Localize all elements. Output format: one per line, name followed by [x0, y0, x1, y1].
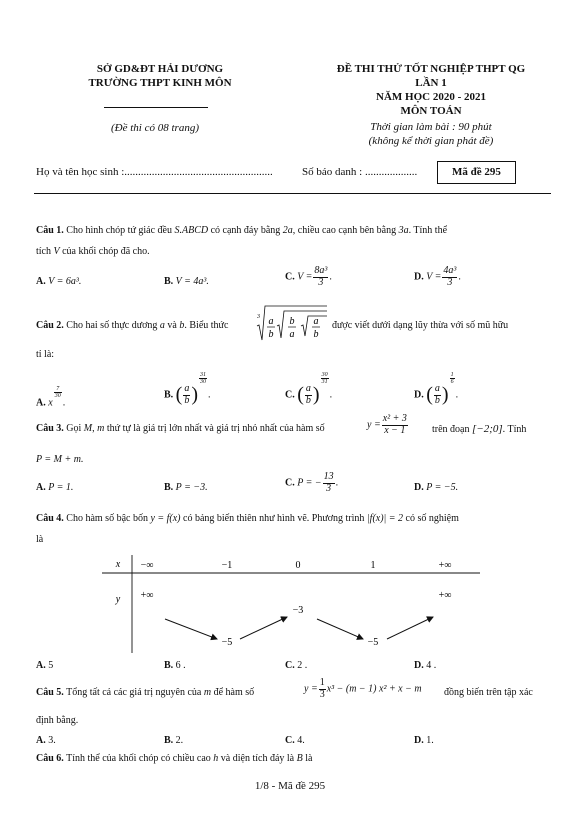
q1-text: Cho hình chóp tứ giác đều	[66, 225, 172, 236]
question-6-line-1	[36, 753, 312, 764]
x-value: +∞	[438, 560, 452, 571]
q1-option-b[interactable]	[164, 276, 209, 287]
subject: MÔN TOÁN	[400, 105, 462, 117]
q5-text: để hàm số	[213, 687, 255, 698]
option-letter: A.	[36, 276, 46, 287]
fraction-denominator: b	[305, 394, 311, 406]
q2-var-b: b	[179, 320, 185, 331]
question-4-line-2: là	[36, 534, 44, 545]
x-value: 1	[370, 560, 376, 571]
option-value: P = −3.	[175, 482, 208, 493]
option-value: 1.	[426, 735, 434, 746]
fraction-denominator: b	[184, 394, 190, 406]
option-value: 2.	[175, 735, 184, 746]
option-letter: D.	[414, 271, 424, 283]
q1-text: của khối chóp đã cho.	[62, 246, 150, 257]
option-value: x	[48, 397, 53, 409]
header-divider	[104, 107, 208, 108]
table-x-label: x	[115, 559, 121, 570]
q6-var-B: B	[296, 753, 303, 764]
q1-option-a[interactable]	[36, 276, 81, 287]
question-1-line-1	[36, 225, 447, 236]
fraction-numerator: 8a³	[314, 265, 328, 276]
option-letter: C.	[285, 271, 295, 283]
option-letter: B.	[164, 276, 174, 287]
q2-option-d[interactable]: D. ( $\frac{a}{b}$ ) $\frac{1}{6}$ .	[414, 372, 459, 406]
variation-table	[95, 555, 485, 655]
option-value: 2 .	[297, 660, 308, 671]
q6-text: và diện tích đáy là	[220, 753, 295, 764]
q1-base: 2a	[282, 225, 293, 236]
option-value: P = 1.	[48, 482, 74, 493]
q1-text: , chiều cao cạnh bên bằng	[292, 225, 397, 236]
root-index-3: 3	[257, 314, 260, 320]
q5-func-fraction	[319, 678, 326, 700]
fraction-numerator: 13	[323, 471, 334, 482]
q4-option-c[interactable]	[285, 660, 307, 671]
x-value: 0	[295, 560, 301, 571]
pages-note: (Đề thi có 08 trang)	[111, 122, 199, 134]
q4-function: y = f(x)	[150, 513, 181, 524]
fraction-denominator: 3	[326, 482, 332, 494]
q2-frac-den: b	[313, 329, 319, 340]
q1-var-v: V	[53, 246, 60, 257]
option-value: 4 .	[426, 660, 437, 671]
exponent-numerator: 7	[54, 386, 62, 393]
q1-pyramid-name: S.ABCD	[174, 225, 209, 236]
question-1-line-2	[36, 246, 150, 257]
question-1-label: Câu 1.	[36, 225, 64, 236]
q2-text: và	[167, 320, 177, 331]
x-value: −∞	[140, 560, 154, 571]
q4-text: có số nghiệm	[405, 513, 459, 524]
q2-d-fraction	[434, 384, 441, 406]
exponent-numerator: 31	[200, 372, 207, 378]
fraction-denominator: 3	[319, 688, 325, 700]
y-value-right: +∞	[438, 590, 452, 601]
q5-option-d[interactable]	[414, 735, 434, 746]
q6-text: là	[305, 753, 313, 764]
y-value-min: −5	[221, 637, 233, 648]
q3-option-a[interactable]	[36, 482, 73, 493]
exponent-denominator: 30	[54, 393, 61, 400]
q4-option-b[interactable]	[164, 660, 186, 671]
q4-option-a[interactable]	[36, 660, 53, 671]
option-value: V =	[426, 271, 442, 283]
q5-func-post: x³ − (m − 1) x² + x − m	[326, 683, 422, 695]
q2-option-b[interactable]: B. ( $\frac{a}{b}$ ) $\frac{31}{30}$ .	[164, 372, 211, 406]
q2-a-exponent	[54, 386, 62, 400]
q4-text: có bảng biến thiên như hình vẽ. Phương trình	[183, 513, 365, 524]
fraction-numerator: 4a³	[443, 265, 457, 276]
q3-text: . Tính	[502, 424, 527, 435]
y-value-max: −3	[292, 605, 304, 616]
option-letter: D.	[414, 389, 424, 401]
option-letter: B.	[164, 660, 174, 671]
option-value: P = −	[297, 477, 322, 489]
exponent-numerator: 30	[321, 372, 328, 378]
q2-option-c[interactable]: C. ( $\frac{a}{b}$ ) $\frac{30}{31}$ .	[285, 372, 333, 406]
q2-c-exponent	[321, 372, 329, 386]
fraction-numerator: a	[305, 383, 311, 394]
q2-frac-num: a	[268, 316, 274, 327]
q3-option-d[interactable]	[414, 482, 458, 493]
department-name: SỞ GD&ĐT HẢI DƯƠNG	[96, 63, 224, 75]
q3-text: Gọi	[66, 423, 82, 434]
q2-b-fraction	[183, 384, 190, 406]
fraction-numerator: 1	[319, 677, 325, 688]
option-letter: D.	[414, 735, 424, 746]
option-value: V =	[297, 271, 313, 283]
question-5-label: Câu 5.	[36, 687, 64, 698]
duration-note: (không kể thời gian phát đề)	[368, 135, 494, 147]
q5-var-m: m	[203, 687, 212, 698]
option-letter: C.	[285, 477, 295, 489]
q4-option-d[interactable]	[414, 660, 436, 671]
fraction-numerator: x² + 3	[382, 413, 407, 424]
q1-c-fraction	[313, 266, 328, 288]
question-2-line-2: tỉ là:	[36, 349, 55, 360]
question-2-line-1b: được viết dưới dạng lũy thừa với số mũ hữu	[332, 320, 509, 331]
option-letter: A.	[36, 660, 46, 671]
q1-d-fraction	[442, 266, 457, 288]
q3-func-pre: y =	[367, 419, 381, 431]
q3-option-b[interactable]	[164, 482, 208, 493]
decrease-arrow	[317, 619, 363, 639]
question-5-line-1	[36, 687, 254, 698]
q3-option-c[interactable]: C. P = − $\frac{13}{3}$ .	[285, 471, 339, 494]
question-6-label: Câu 6.	[36, 753, 64, 764]
option-letter: B.	[164, 389, 174, 401]
option-value: 4.	[297, 735, 305, 746]
q1-option-c[interactable]: C. V = $\frac{\text{8a³}}{3}$ .	[285, 265, 332, 288]
q2-c-fraction	[305, 384, 312, 406]
question-4-label: Câu 4.	[36, 513, 64, 524]
question-4-line-1	[36, 513, 459, 524]
option-value: 3.	[48, 735, 56, 746]
q3-function	[367, 414, 409, 436]
q3-var-M: M	[83, 423, 93, 434]
x-value: −1	[221, 560, 233, 571]
q2-option-a[interactable]: A. x $\frac{7}{30}$ .	[36, 386, 66, 409]
fraction-denominator: x − 1	[384, 424, 406, 436]
option-letter: A.	[36, 397, 46, 409]
fraction-numerator: a	[184, 383, 190, 394]
school-name: TRƯỜNG THPT KINH MÔN	[88, 77, 232, 89]
q2-frac-num: a	[313, 316, 319, 327]
option-value: P = −5.	[426, 482, 459, 493]
q3-c-fraction	[323, 472, 335, 494]
student-divider	[34, 193, 551, 194]
question-3-label: Câu 3.	[36, 423, 64, 434]
increase-arrow	[240, 617, 287, 639]
q3-interval-text	[432, 423, 526, 435]
q5-option-b[interactable]	[164, 735, 183, 746]
option-letter: C.	[285, 389, 295, 401]
q2-nested-radical-expression	[256, 304, 328, 344]
q5-text: Tổng tất cả các giá trị nguyên của	[66, 687, 202, 698]
option-letter: D.	[414, 482, 424, 493]
q3-text: thứ tự là giá trị lớn nhất và giá trị nhỏ nhất của hàm số	[106, 423, 325, 434]
exponent-numerator: 1	[450, 372, 454, 378]
q6-text: Tính thể của khối chóp có chiều cao	[66, 753, 211, 764]
school-year: NĂM HỌC 2020 - 2021	[376, 91, 486, 103]
q2-b-exponent	[199, 372, 207, 386]
q5-option-c[interactable]	[285, 735, 305, 746]
q1-text: . Tính thể	[408, 225, 448, 236]
q3-text: trên đoạn	[432, 424, 470, 435]
fraction-denominator: 3	[447, 276, 453, 288]
q3-text: ,	[92, 423, 95, 434]
option-letter: C.	[285, 735, 295, 746]
increase-arrow	[387, 617, 433, 639]
question-3-line-1	[36, 423, 325, 434]
option-letter: B.	[164, 482, 174, 493]
duration: Thời gian làm bài : 90 phút	[370, 121, 492, 133]
option-value: 6 .	[175, 660, 186, 671]
y-value-min: −5	[367, 637, 379, 648]
exponent-denominator: 30	[200, 379, 207, 386]
option-letter: A.	[36, 735, 46, 746]
fraction-numerator: a	[434, 383, 440, 394]
table-y-label: y	[115, 594, 121, 605]
question-5-line-2: định bằng.	[36, 715, 79, 726]
y-value-left: +∞	[140, 590, 154, 601]
question-2-line-1	[36, 320, 228, 331]
question-3-line-2: P = M + m.	[36, 454, 84, 465]
q5-option-a[interactable]	[36, 735, 56, 746]
option-letter: C.	[285, 660, 295, 671]
exam-round: LẦN 1	[415, 77, 447, 89]
q1-text: có cạnh đáy bằng	[210, 225, 281, 236]
option-letter: A.	[36, 482, 46, 493]
sbd-line	[302, 166, 417, 178]
exponent-denominator: 31	[321, 379, 328, 386]
exam-code-box: Mã đề 295	[437, 161, 516, 184]
option-value: V = 6a³.	[48, 276, 82, 287]
decrease-arrow	[165, 619, 217, 639]
q6-var-h: h	[213, 753, 219, 764]
q5-line-1-end: đồng biến trên tập xác	[444, 687, 533, 698]
question-2-label: Câu 2.	[36, 320, 64, 331]
q5-function	[304, 678, 422, 700]
q2-frac-den: a	[289, 329, 295, 340]
sbd-dots: ...................	[364, 166, 418, 178]
q1-text: tích	[36, 246, 51, 257]
option-value: 5	[48, 660, 54, 671]
q1-option-d[interactable]: D. V = $\frac{\text{4a³}}{3}$ .	[414, 265, 461, 288]
student-name-label: Họ và tên học sinh :	[36, 166, 125, 178]
q2-var-a: a	[159, 320, 165, 331]
q5-func-pre: y =	[304, 683, 318, 695]
sbd-label: Số báo danh :	[302, 166, 363, 178]
exam-title: ĐỀ THI THỬ TỐT NGHIỆP THPT QG	[336, 63, 526, 75]
q2-text: . Biểu thức	[184, 320, 229, 331]
q3-var-m: m	[97, 423, 105, 434]
q1-height: 3a	[398, 225, 409, 236]
exponent-denominator: 6	[450, 379, 454, 386]
student-name-dots: ......................................................	[124, 166, 273, 178]
fraction-denominator: b	[434, 394, 440, 406]
page-footer: 1/8 - Mã đề 295	[254, 780, 326, 792]
q4-equation: |f(x)| = 2	[366, 513, 404, 524]
student-name-line	[36, 166, 273, 178]
q2-d-exponent	[450, 372, 455, 386]
fraction-denominator: 3	[318, 276, 324, 288]
q2-text: Cho hai số thực dương	[66, 320, 158, 331]
q3-func-fraction	[382, 414, 408, 436]
q2-frac-den: b	[268, 329, 274, 340]
q2-frac-num: b	[289, 316, 295, 327]
q3-interval: [−2;0]	[472, 423, 503, 435]
q4-text: Cho hàm số bậc bốn	[66, 513, 148, 524]
option-value: V = 4a³.	[175, 276, 209, 287]
option-letter: B.	[164, 735, 174, 746]
option-letter: D.	[414, 660, 424, 671]
